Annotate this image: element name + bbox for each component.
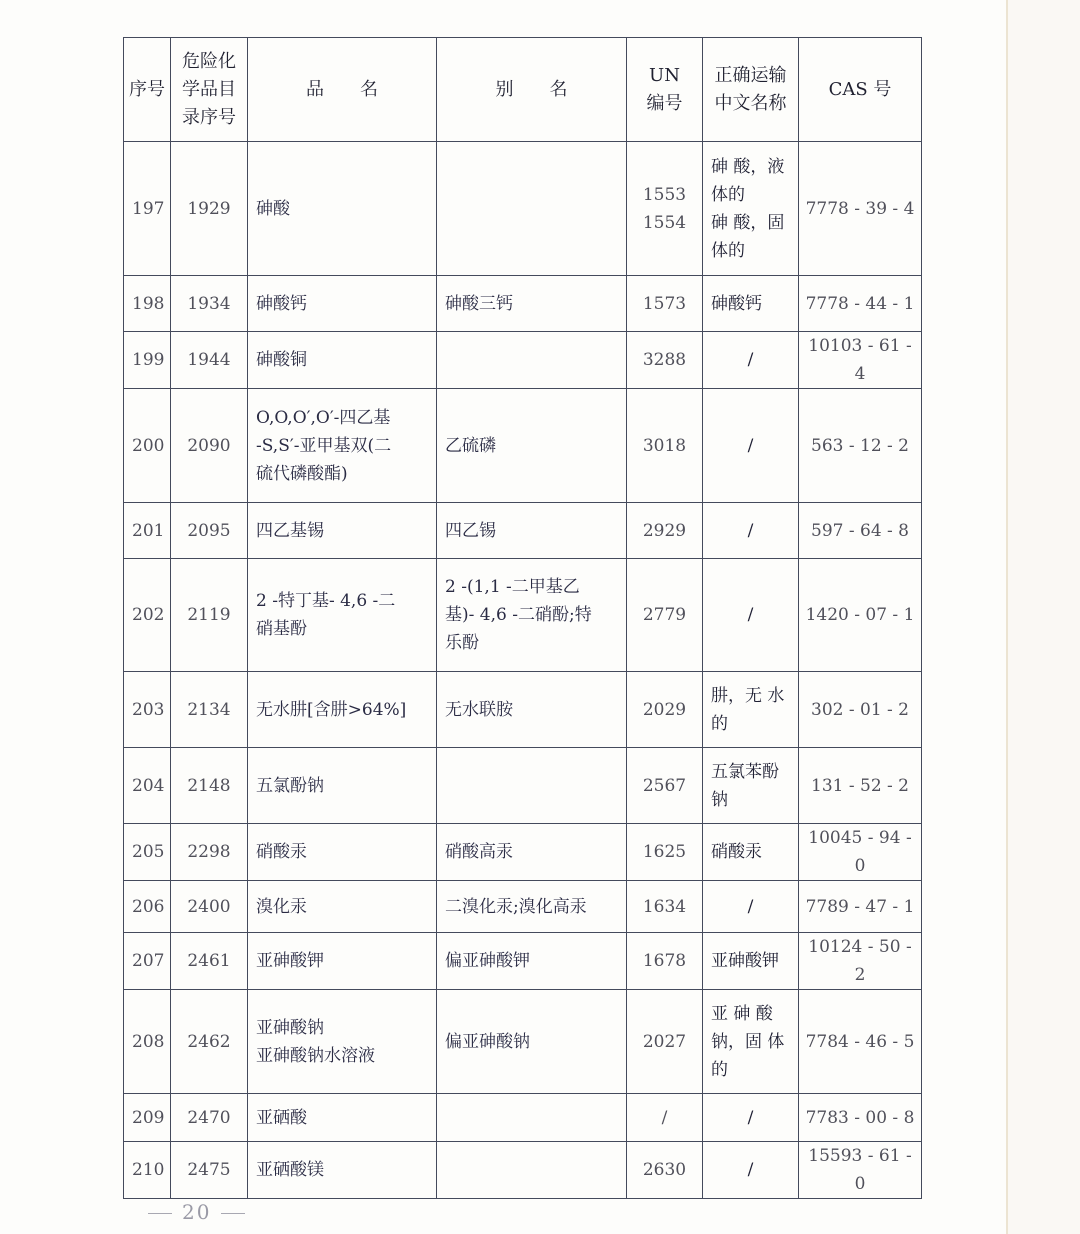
- cell-un-number: 1625: [627, 824, 703, 881]
- table-row: [124, 559, 922, 672]
- cell-alias: [437, 142, 627, 276]
- cell-alias: 砷酸三钙: [437, 276, 627, 332]
- cell-catalog-seq: 2148: [171, 748, 248, 824]
- cell-seq: 203: [124, 672, 171, 748]
- cell-cas-number: 7789 - 47 - 1: [799, 881, 922, 933]
- cell-product-name: 亚硒酸: [248, 1094, 437, 1142]
- table-row: [124, 672, 922, 748]
- cell-cas-number: 7778 - 39 - 4: [799, 142, 922, 276]
- table-row: [124, 503, 922, 559]
- cell-product-name: 亚砷酸钾: [248, 933, 437, 990]
- cell-cas-number: 1420 - 07 - 1: [799, 559, 922, 672]
- cell-catalog-seq: 2119: [171, 559, 248, 672]
- table-row: [124, 990, 922, 1094]
- cell-proper-shipping-name: /: [703, 1094, 799, 1142]
- cell-un-number: 2630: [627, 1142, 703, 1199]
- cell-seq: 197: [124, 142, 171, 276]
- cell-alias: 硝酸高汞: [437, 824, 627, 881]
- cell-un-number: 2027: [627, 990, 703, 1094]
- cell-product-name: 砷酸钙: [248, 276, 437, 332]
- cell-catalog-seq: 2470: [171, 1094, 248, 1142]
- table-row: [124, 389, 922, 503]
- cell-product-name: 硝酸汞: [248, 824, 437, 881]
- cell-un-number: 3288: [627, 332, 703, 389]
- cell-alias: 二溴化汞;溴化高汞: [437, 881, 627, 933]
- cell-alias: 2 -(1,1 -二甲基乙 基)- 4,6 -二硝酚;特 乐酚: [437, 559, 627, 672]
- cell-alias: [437, 332, 627, 389]
- cell-product-name: 亚砷酸钠 亚砷酸钠水溶液: [248, 990, 437, 1094]
- cell-proper-shipping-name: /: [703, 559, 799, 672]
- cell-alias: [437, 1094, 627, 1142]
- cell-cas-number: 10045 - 94 - 0: [799, 824, 922, 881]
- cell-cas-number: 15593 - 61 - 0: [799, 1142, 922, 1199]
- header-row: [124, 38, 922, 142]
- cell-catalog-seq: 2090: [171, 389, 248, 503]
- cell-proper-shipping-name: /: [703, 1142, 799, 1199]
- cell-catalog-seq: 2461: [171, 933, 248, 990]
- cell-alias: 乙硫磷: [437, 389, 627, 503]
- cell-seq: 209: [124, 1094, 171, 1142]
- cell-proper-shipping-name: 硝酸汞: [703, 824, 799, 881]
- table-row: [124, 276, 922, 332]
- footer-dash-left: [148, 1213, 172, 1214]
- cell-seq: 200: [124, 389, 171, 503]
- cell-seq: 204: [124, 748, 171, 824]
- cell-cas-number: 131 - 52 - 2: [799, 748, 922, 824]
- cell-catalog-seq: 2462: [171, 990, 248, 1094]
- cell-product-name: 无水肼[含肼>64%]: [248, 672, 437, 748]
- cell-proper-shipping-name: 砷 酸，液 体的 砷 酸，固 体的: [703, 142, 799, 276]
- cell-alias: 偏亚砷酸钠: [437, 990, 627, 1094]
- cell-seq: 208: [124, 990, 171, 1094]
- cell-product-name: 砷酸: [248, 142, 437, 276]
- table-body: [124, 142, 922, 1199]
- cell-catalog-seq: 1934: [171, 276, 248, 332]
- hazardous-chemicals-table: [123, 37, 922, 1199]
- cell-product-name: 2 -特丁基- 4,6 -二 硝基酚: [248, 559, 437, 672]
- cell-seq: 210: [124, 1142, 171, 1199]
- cell-un-number: 1573: [627, 276, 703, 332]
- cell-proper-shipping-name: 五氯苯酚 钠: [703, 748, 799, 824]
- header-seq: 序号: [124, 38, 171, 142]
- cell-catalog-seq: 2134: [171, 672, 248, 748]
- cell-catalog-seq: 2095: [171, 503, 248, 559]
- table-row: [124, 748, 922, 824]
- cell-catalog-seq: 2298: [171, 824, 248, 881]
- cell-seq: 198: [124, 276, 171, 332]
- cell-proper-shipping-name: /: [703, 881, 799, 933]
- header-alias: 别 名: [437, 38, 627, 142]
- table-row: [124, 824, 922, 881]
- cell-seq: 199: [124, 332, 171, 389]
- cell-catalog-seq: 2400: [171, 881, 248, 933]
- cell-un-number: 2929: [627, 503, 703, 559]
- header-proper-name: 正确运输 中文名称: [703, 38, 799, 142]
- cell-proper-shipping-name: 肼，无 水 的: [703, 672, 799, 748]
- header-un: UN 编号: [627, 38, 703, 142]
- page-number: 20: [182, 1200, 212, 1224]
- cell-un-number: 1634: [627, 881, 703, 933]
- cell-un-number: 1553 1554: [627, 142, 703, 276]
- cell-alias: 无水联胺: [437, 672, 627, 748]
- cell-un-number: 3018: [627, 389, 703, 503]
- table-row: [124, 1142, 922, 1199]
- cell-proper-shipping-name: /: [703, 503, 799, 559]
- cell-catalog-seq: 2475: [171, 1142, 248, 1199]
- page-footer: [138, 1200, 255, 1224]
- cell-catalog-seq: 1944: [171, 332, 248, 389]
- table-row: [124, 933, 922, 990]
- cell-seq: 201: [124, 503, 171, 559]
- cell-product-name: 溴化汞: [248, 881, 437, 933]
- cell-cas-number: 10124 - 50 - 2: [799, 933, 922, 990]
- cell-alias: 偏亚砷酸钾: [437, 933, 627, 990]
- cell-proper-shipping-name: /: [703, 389, 799, 503]
- header-name: 品 名: [248, 38, 437, 142]
- cell-un-number: 2567: [627, 748, 703, 824]
- table-row: [124, 142, 922, 276]
- cell-un-number: 2029: [627, 672, 703, 748]
- cell-proper-shipping-name: 亚 砷 酸 钠，固 体 的: [703, 990, 799, 1094]
- cell-cas-number: 7778 - 44 - 1: [799, 276, 922, 332]
- cell-alias: [437, 748, 627, 824]
- cell-seq: 206: [124, 881, 171, 933]
- page-margin: [1008, 0, 1080, 1234]
- cell-proper-shipping-name: /: [703, 332, 799, 389]
- cell-un-number: 2779: [627, 559, 703, 672]
- cell-product-name: O,O,O′,O′-四乙基 -S,S′-亚甲基双(二 硫代磷酸酯): [248, 389, 437, 503]
- table-row: [124, 332, 922, 389]
- header-cas: CAS 号: [799, 38, 922, 142]
- cell-proper-shipping-name: 亚砷酸钾: [703, 933, 799, 990]
- cell-cas-number: 597 - 64 - 8: [799, 503, 922, 559]
- cell-cas-number: 563 - 12 - 2: [799, 389, 922, 503]
- cell-seq: 202: [124, 559, 171, 672]
- cell-un-number: 1678: [627, 933, 703, 990]
- cell-product-name: 砷酸铜: [248, 332, 437, 389]
- cell-seq: 205: [124, 824, 171, 881]
- cell-cas-number: 10103 - 61 - 4: [799, 332, 922, 389]
- cell-cas-number: 7784 - 46 - 5: [799, 990, 922, 1094]
- cell-catalog-seq: 1929: [171, 142, 248, 276]
- header-catalog-seq: 危险化 学品目 录序号: [171, 38, 248, 142]
- cell-un-number: /: [627, 1094, 703, 1142]
- cell-alias: 四乙锡: [437, 503, 627, 559]
- cell-product-name: 五氯酚钠: [248, 748, 437, 824]
- cell-seq: 207: [124, 933, 171, 990]
- cell-product-name: 四乙基锡: [248, 503, 437, 559]
- cell-proper-shipping-name: 砷酸钙: [703, 276, 799, 332]
- footer-dash-right: [221, 1213, 245, 1214]
- table-row: [124, 881, 922, 933]
- cell-cas-number: 7783 - 00 - 8: [799, 1094, 922, 1142]
- cell-cas-number: 302 - 01 - 2: [799, 672, 922, 748]
- table-row: [124, 1094, 922, 1142]
- cell-product-name: 亚硒酸镁: [248, 1142, 437, 1199]
- cell-alias: [437, 1142, 627, 1199]
